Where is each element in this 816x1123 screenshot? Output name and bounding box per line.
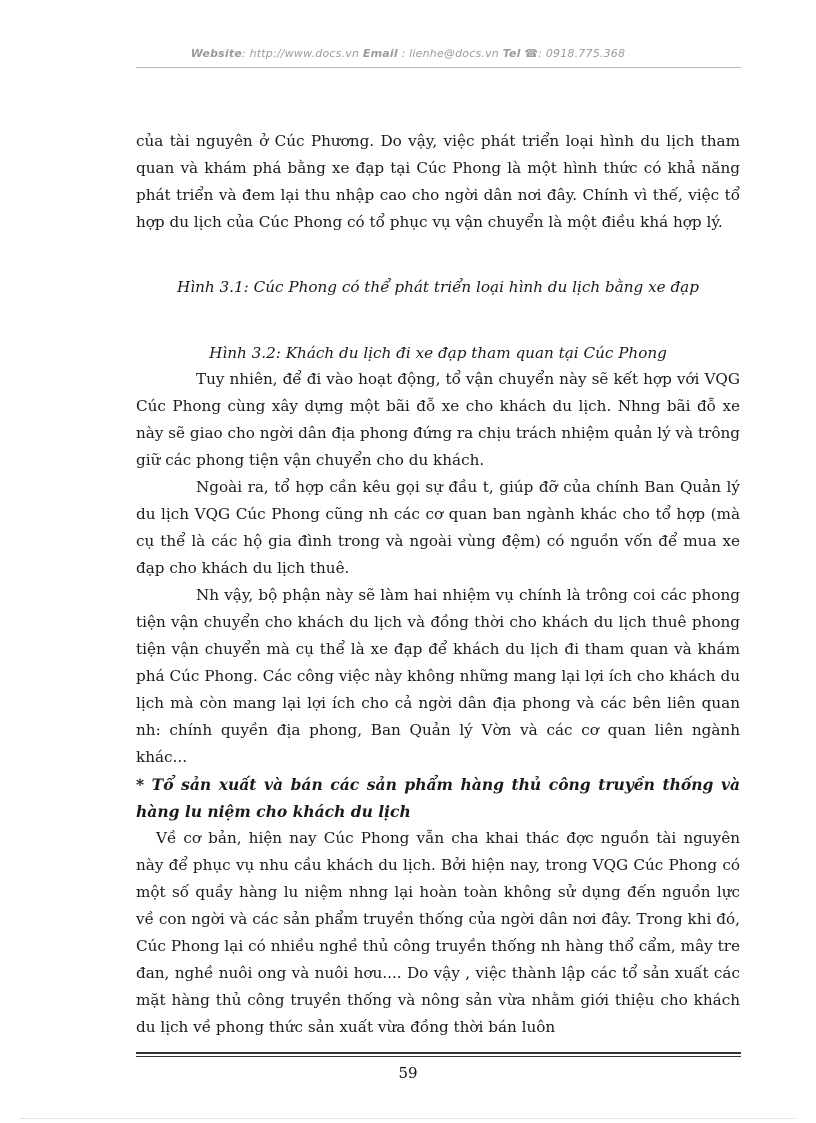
website-label: Website	[190, 47, 242, 60]
paragraph-5: Về cơ bản, hiện nay Cúc Phong vẫn cha khai thác đợc nguồn tài nguyên này để phục vụ nhu cầu khách du lịch. Bởi hiện nay, trong VQG Cúc Phong có một số quầy hàng lu niệm nhng lại hoàn toàn không sử dụng đến nguồn lực về con ngời và các sản phẩm truyền thống của ngời dân nơi đây. Trong khi đó, Cúc Phong lại có nhiều nghề thủ công truyền thống nh hàng thổ cẩm, mây tre đan, nghề nuôi ong và nuôi hơu.... Do vậy , việc thành lập các tổ sản xuất các mặt hàng thủ công truyền thống và nông sản vừa nhằm giới thiệu cho khách du lịch về phong thức sản xuất vừa đồng thời bán luôn	[136, 829, 740, 1036]
email-value[interactable]: : lienhe@docs.vn	[401, 47, 499, 60]
document-body-main	[136, 366, 740, 1041]
figure-caption-1-block	[136, 274, 740, 300]
figure-caption-2-block	[136, 340, 740, 366]
website-value[interactable]: : http://www.docs.vn	[242, 47, 360, 60]
header-divider	[136, 67, 741, 68]
paragraph-4: Nh vậy, bộ phận này sẽ làm hai nhiệm vụ chính là trông coi các phong tiện vận chuyển cho khách du lịch và đồng thời cho khách du lịch thuê phong tiện vận chuyển mà cụ thể là xe đạp để khách du lịch đi tham quan và khám phá Cúc Phong. Các công việc này không những mang lại lợi ích cho khách du lịch mà còn mang lại lợi ích cho cả ngời dân địa phong và các bên liên quan nh: chính quyền địa phong, Ban Quản lý Vờn và các cơ quan liên ngành khác...	[136, 586, 740, 766]
paragraph-1: của tài nguyên ở Cúc Phương. Do vậy, việc phát triển loại hình du lịch tham quan và khám phá bằng xe đạp tại Cúc Phong là một hình thức có khả năng phát triển và đem lại thu nhập cao cho ngời dân nơi đây. Chính vì thế, việc tổ hợp du lịch của Cúc Phong có tổ phục vụ vận chuyển là một điều khá hợp lý.	[136, 132, 740, 231]
paragraph-2: Tuy nhiên, để đi vào hoạt động, tổ vận chuyển này sẽ kết hợp với VQG Cúc Phong cùng xây dựng một bãi đỗ xe cho khách du lịch. Nhng bãi đỗ xe này sẽ giao cho ngời dân địa phong đứng ra chịu trách nhiệm quản lý và trông giữ các phong tiện vận chuyển cho du khách.	[136, 370, 740, 469]
footer-divider-thick	[136, 1052, 741, 1054]
document-body	[136, 128, 740, 236]
section-heading: * Tổ sản xuất và bán các sản phẩm hàng thủ công truyền thống và hàng lu niệm cho khách du lịch	[136, 775, 740, 821]
paragraph-3: Ngoài ra, tổ hợp cần kêu gọi sự đầu t, giúp đỡ của chính Ban Quản lý du lịch VQG Cúc Phong cũng nh các cơ quan ban ngành khác cho tổ hợp (mà cụ thể là các hộ gia đình trong và ngoài vùng đệm) có nguồn vốn để mua xe đạp cho khách du lịch thuê.	[136, 478, 740, 577]
tel-value: ☎: 0918.775.368	[524, 47, 626, 60]
footer-divider-thin	[136, 1056, 741, 1057]
tel-label: Tel	[502, 47, 521, 60]
figure-caption-2: Hình 3.2: Khách du lịch đi xe đạp tham quan tại Cúc Phong	[209, 344, 667, 362]
email-label: Email	[362, 47, 398, 60]
page-bottom-border	[20, 1118, 796, 1119]
figure-caption-1: Hình 3.1: Cúc Phong có thể phát triển loại hình du lịch bằng xe đạp	[177, 278, 699, 296]
page-number: 59	[398, 1064, 418, 1082]
page-header	[0, 47, 816, 60]
